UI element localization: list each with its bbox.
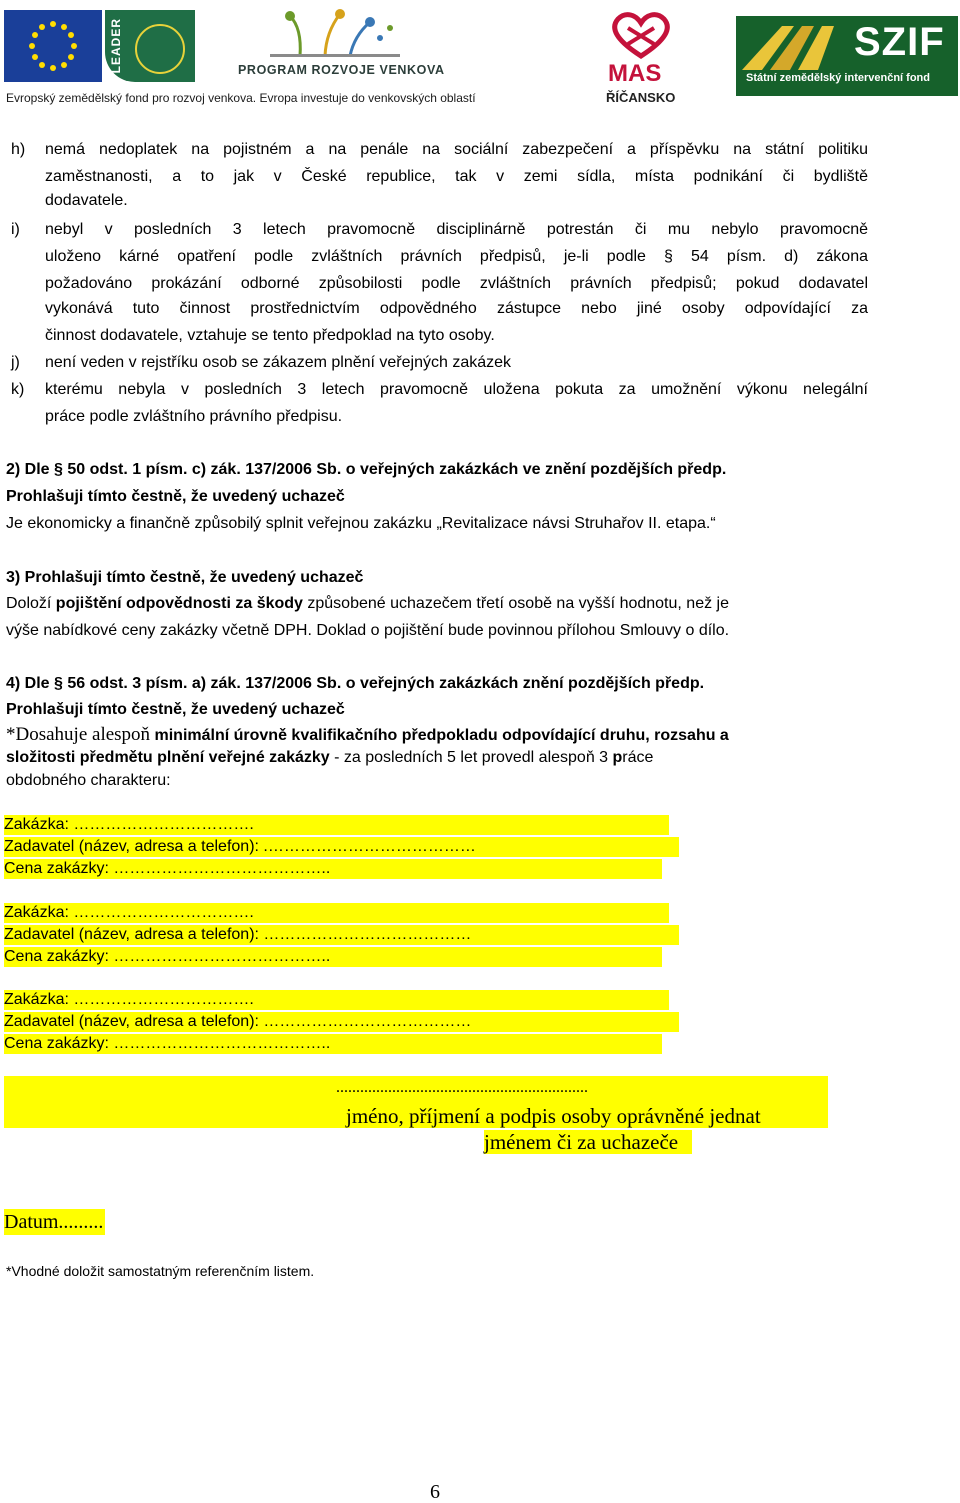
- item-h-line-3: dodavatele.: [45, 192, 128, 209]
- prv-plants-icon: [230, 8, 420, 60]
- mas-ricansko-logo: [596, 10, 686, 110]
- szif-sub-label: Státní zemědělský intervenční fond: [746, 72, 930, 84]
- item-k-label: k): [11, 381, 25, 398]
- section-4-line-2-p: p: [612, 749, 623, 766]
- mas-heart-icon: [606, 10, 676, 60]
- signature-line-1: jméno, příjmení a podpis osoby oprávněné jednat: [346, 1104, 761, 1128]
- footnote: *Vhodné doložit samostatným referenčním listem.: [6, 1263, 315, 1279]
- szif-field-icon: [742, 20, 842, 70]
- item-j-label: j): [11, 354, 20, 371]
- contract-2-zakazka: Zakázka: …………………………….: [4, 903, 669, 923]
- contract-3-cena: Cena zakázky: …………………………………..: [4, 1034, 662, 1054]
- signature-line-2: jménem či za uchazeče: [484, 1130, 692, 1154]
- section-4-declaration: Prohlašuji tímto čestně, že uvedený uchazeč: [6, 701, 345, 718]
- page-number: 6: [430, 1481, 440, 1503]
- eu-stars-icon: [4, 10, 102, 82]
- contract-3-zadavatel: Zadavatel (název, adresa a telefon): …………………………………: [4, 1012, 679, 1032]
- leader-logo: [105, 10, 195, 82]
- item-i-line-4: vykonává tuto činnost prostřednictvím odpovědného zástupce nebo jiné osoby odpovídající za: [45, 300, 868, 317]
- section-3-text-c: způsobené uchazečem třetí osobě na vyšší hodnotu, než je: [302, 595, 729, 612]
- section-2-title: 2) Dle § 50 odst. 1 písm. c) zák. 137/2006 Sb. o veřejných zakázkách ve znění pozdějších předp.: [6, 461, 727, 478]
- item-i-line-1: nebyl v posledních 3 letech pravomocně disciplinárně potrestán či mu nebylo pravomocně: [45, 221, 868, 238]
- signature-dots: ...............................................................: [336, 1079, 588, 1096]
- section-3-text-a: Doloží: [6, 595, 56, 612]
- section-4-line-1: [6, 724, 729, 747]
- contract-2-cena: Cena zakázky: …………………………………..: [4, 947, 662, 967]
- section-3-text-line-2: výše nabídkové ceny zakázky včetně DPH. Doklad o pojištění bude povinnou přílohou Smlouvy o dílo.: [6, 622, 730, 639]
- item-k-line-1: kterému nebyla v posledních 3 letech pravomocně uložena pokuta za umožnění výkonu nelegální: [45, 381, 868, 398]
- section-2-text: Je ekonomicky a finančně způsobilý splnit veřejnou zakázku „Revitalizace návsi Struhařov II. etapa.“: [6, 515, 716, 532]
- datum-field: Datum.........: [4, 1211, 104, 1233]
- header-logos: [0, 0, 960, 112]
- prv-label: PROGRAM ROZVOJE VENKOVA: [238, 63, 445, 77]
- item-i-line-5: činnost dodavatele, vztahuje se tento předpoklad na tyto osoby.: [45, 327, 495, 344]
- szif-logo: [736, 16, 958, 96]
- item-h-line-2: zaměstnanosti, a to jak v České republice, tak v zemi sídla, místa podnikání či bydliště: [45, 168, 868, 185]
- section-4-line-3: obdobného charakteru:: [6, 772, 171, 789]
- item-h-label: h): [11, 141, 26, 158]
- section-4-line-2-bold: složitosti předmětu plnění veřejné zakázky: [6, 749, 330, 766]
- section-3-text-bold: pojištění odpovědnosti za škody: [55, 595, 303, 612]
- section-4-line-1-serif: *Dosahuje alespoň: [6, 724, 151, 745]
- section-3-text-line-1: [6, 594, 729, 614]
- item-i-line-3: požadováno prokázání odborné způsobilosti podle zvláštních právních předpisů; pokud dodavatel: [45, 275, 868, 292]
- contract-1-cena: Cena zakázky: …………………………………..: [4, 859, 662, 879]
- contract-3-zakazka: Zakázka: …………………………….: [4, 990, 669, 1010]
- section-2-declaration: Prohlašuji tímto čestně, že uvedený uchazeč: [6, 488, 345, 505]
- header-caption: Evropský zemědělský fond pro rozvoj venkova. Evropa investuje do venkovských oblastí: [6, 91, 476, 105]
- item-j-line-1: není veden v rejstříku osob se zákazem plnění veřejných zakázek: [45, 354, 512, 371]
- leader-emblem-icon: [135, 24, 185, 74]
- szif-label: SZIF: [854, 20, 945, 64]
- program-rozvoje-venkova-logo: [230, 8, 445, 80]
- mas-label: MAS: [608, 60, 662, 87]
- item-k-line-2: práce podle zvláštního právního předpisu.: [45, 408, 343, 425]
- item-i-label: i): [11, 221, 20, 238]
- contract-1-zadavatel: Zadavatel (název, adresa a telefon): .…………………………………: [4, 837, 679, 857]
- section-4-line-2-d: ráce: [622, 749, 654, 766]
- item-i-line-2: uloženo kárné opatření podle zvláštních právních předpisů, je-li podle § 54 písm. d) zákona: [45, 248, 868, 265]
- item-h-line-1: nemá nedoplatek na pojistném a na penále na sociální zabezpečení a příspěvku na státní politiku: [45, 141, 868, 158]
- contract-2-zadavatel: Zadavatel (název, adresa a telefon): …………………………………: [4, 925, 679, 945]
- section-4-line-2-b: - za posledních 5 let provedl alespoň 3: [329, 749, 613, 766]
- section-4-title: 4) Dle § 56 odst. 3 písm. a) zák. 137/2006 Sb. o veřejných zakázkách znění pozdějších předp.: [6, 675, 705, 692]
- eu-flag-logo: [4, 10, 102, 82]
- contract-1-zakazka: Zakázka: …………………………….: [4, 815, 669, 835]
- leader-label: LEADER: [109, 18, 123, 74]
- section-4-line-1-bold: minimální úrovně kvalifikačního předpokladu odpovídající druhu, rozsahu a: [150, 727, 729, 744]
- mas-sub-label: ŘÍČANSKO: [606, 90, 676, 105]
- section-3-title: 3) Prohlašuji tímto čestně, že uvedený uchazeč: [6, 569, 364, 586]
- section-4-line-2: [6, 748, 653, 768]
